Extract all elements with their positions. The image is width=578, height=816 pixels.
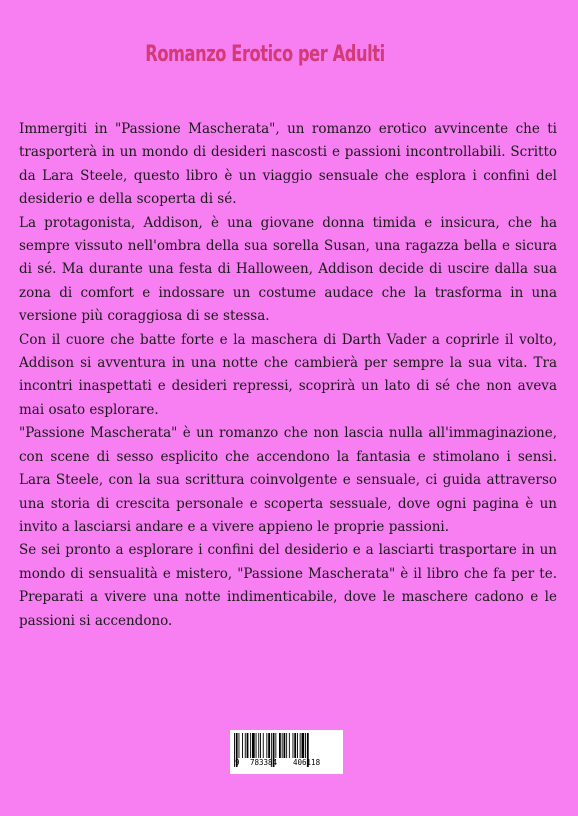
- barcode-bar: [305, 733, 306, 758]
- isbn-barcode: [230, 730, 343, 774]
- blurb-paragraph: Se sei pronto a esplorare i confini del desiderio e a lasciarti trasportare in un mondo di sensualità e mistero, "Passione Mascherata" è il libro che fa per te. Preparati a vivere una notte indimenticabile, dove le maschere cadono e le passioni si accendono.: [19, 542, 557, 629]
- barcode-bar: [245, 733, 246, 758]
- barcode-bar: [294, 733, 296, 758]
- barcode-bar: [282, 733, 283, 758]
- barcode-bar: [258, 733, 259, 758]
- barcode-bar: [247, 733, 249, 758]
- barcode-bar: [300, 733, 301, 758]
- blurb-paragraph: Immergiti in "Passione Mascherata", un romanzo erotico avvincente che ti trasporterà in un mondo di desideri nascosti e passioni incontrollabili. Scritto da Lara Steele, questo libro è un viaggio sensuale che esplora i confini del desiderio e della scoperta di sé.: [19, 121, 557, 208]
- barcode-bar: [260, 733, 261, 758]
- barcode-bar: [302, 733, 305, 758]
- barcode-bar: [268, 733, 270, 758]
- blurb-paragraph: La protagonista, Addison, è una giovane donna timida e insicura, che ha sempre vissuto nell'ombra della sua sorella Susan, una ragazza bella e sicura di sé. Ma durante una festa di Halloween, Addison decide di uscire dalla sua zona di comfort e indossare un costume audace che la trasforma in una versione più coraggiosa di se stessa.: [19, 214, 557, 325]
- isbn-left-group: 783384: [250, 758, 278, 767]
- isbn-first-digit: 9: [235, 758, 240, 767]
- barcode-bar: [266, 733, 267, 758]
- blurb-paragraph: "Passione Mascherata" è un romanzo che non lascia nulla all'immaginazione, con scene di sesso esplicito che accendono la fantasia e stimolano i sensi. Lara Steele, con la sua scrittura coinvolgente e sensuale, ci guida attraverso una storia di crescita personale e scoperta sessuale, dove ogni pagina è un invito a lasciarsi andare e a vivere appieno le proprie passioni.: [19, 425, 557, 535]
- barcode-bar: [252, 733, 255, 758]
- barcode-bar: [286, 733, 287, 758]
- barcode-bar: [239, 733, 240, 758]
- cover-title: Romanzo Erotico per Adulti: [145, 42, 385, 67]
- barcode-bar: [242, 733, 243, 758]
- barcode-bar: [275, 733, 276, 758]
- barcode-bar: [250, 733, 251, 758]
- barcode-bar: [289, 733, 290, 758]
- barcode-bar: [279, 733, 281, 758]
- barcode-bar: [256, 733, 257, 758]
- barcode-bar: [263, 733, 264, 758]
- blurb-paragraph: Con il cuore che batte forte e la maschera di Darth Vader a coprirle il volto, Addison si avventura in una notte che cambierà per sempre la sua vita. Tra incontri inaspettati e desideri repressi, scoprirà un lato di sé che non aveva mai osato esplorare.: [19, 331, 557, 418]
- back-cover-blurb: [19, 118, 557, 633]
- barcode-bar: [297, 733, 298, 758]
- barcode-bar: [293, 733, 294, 758]
- isbn-right-group: 406118: [293, 758, 321, 767]
- barcode-bar: [284, 733, 286, 758]
